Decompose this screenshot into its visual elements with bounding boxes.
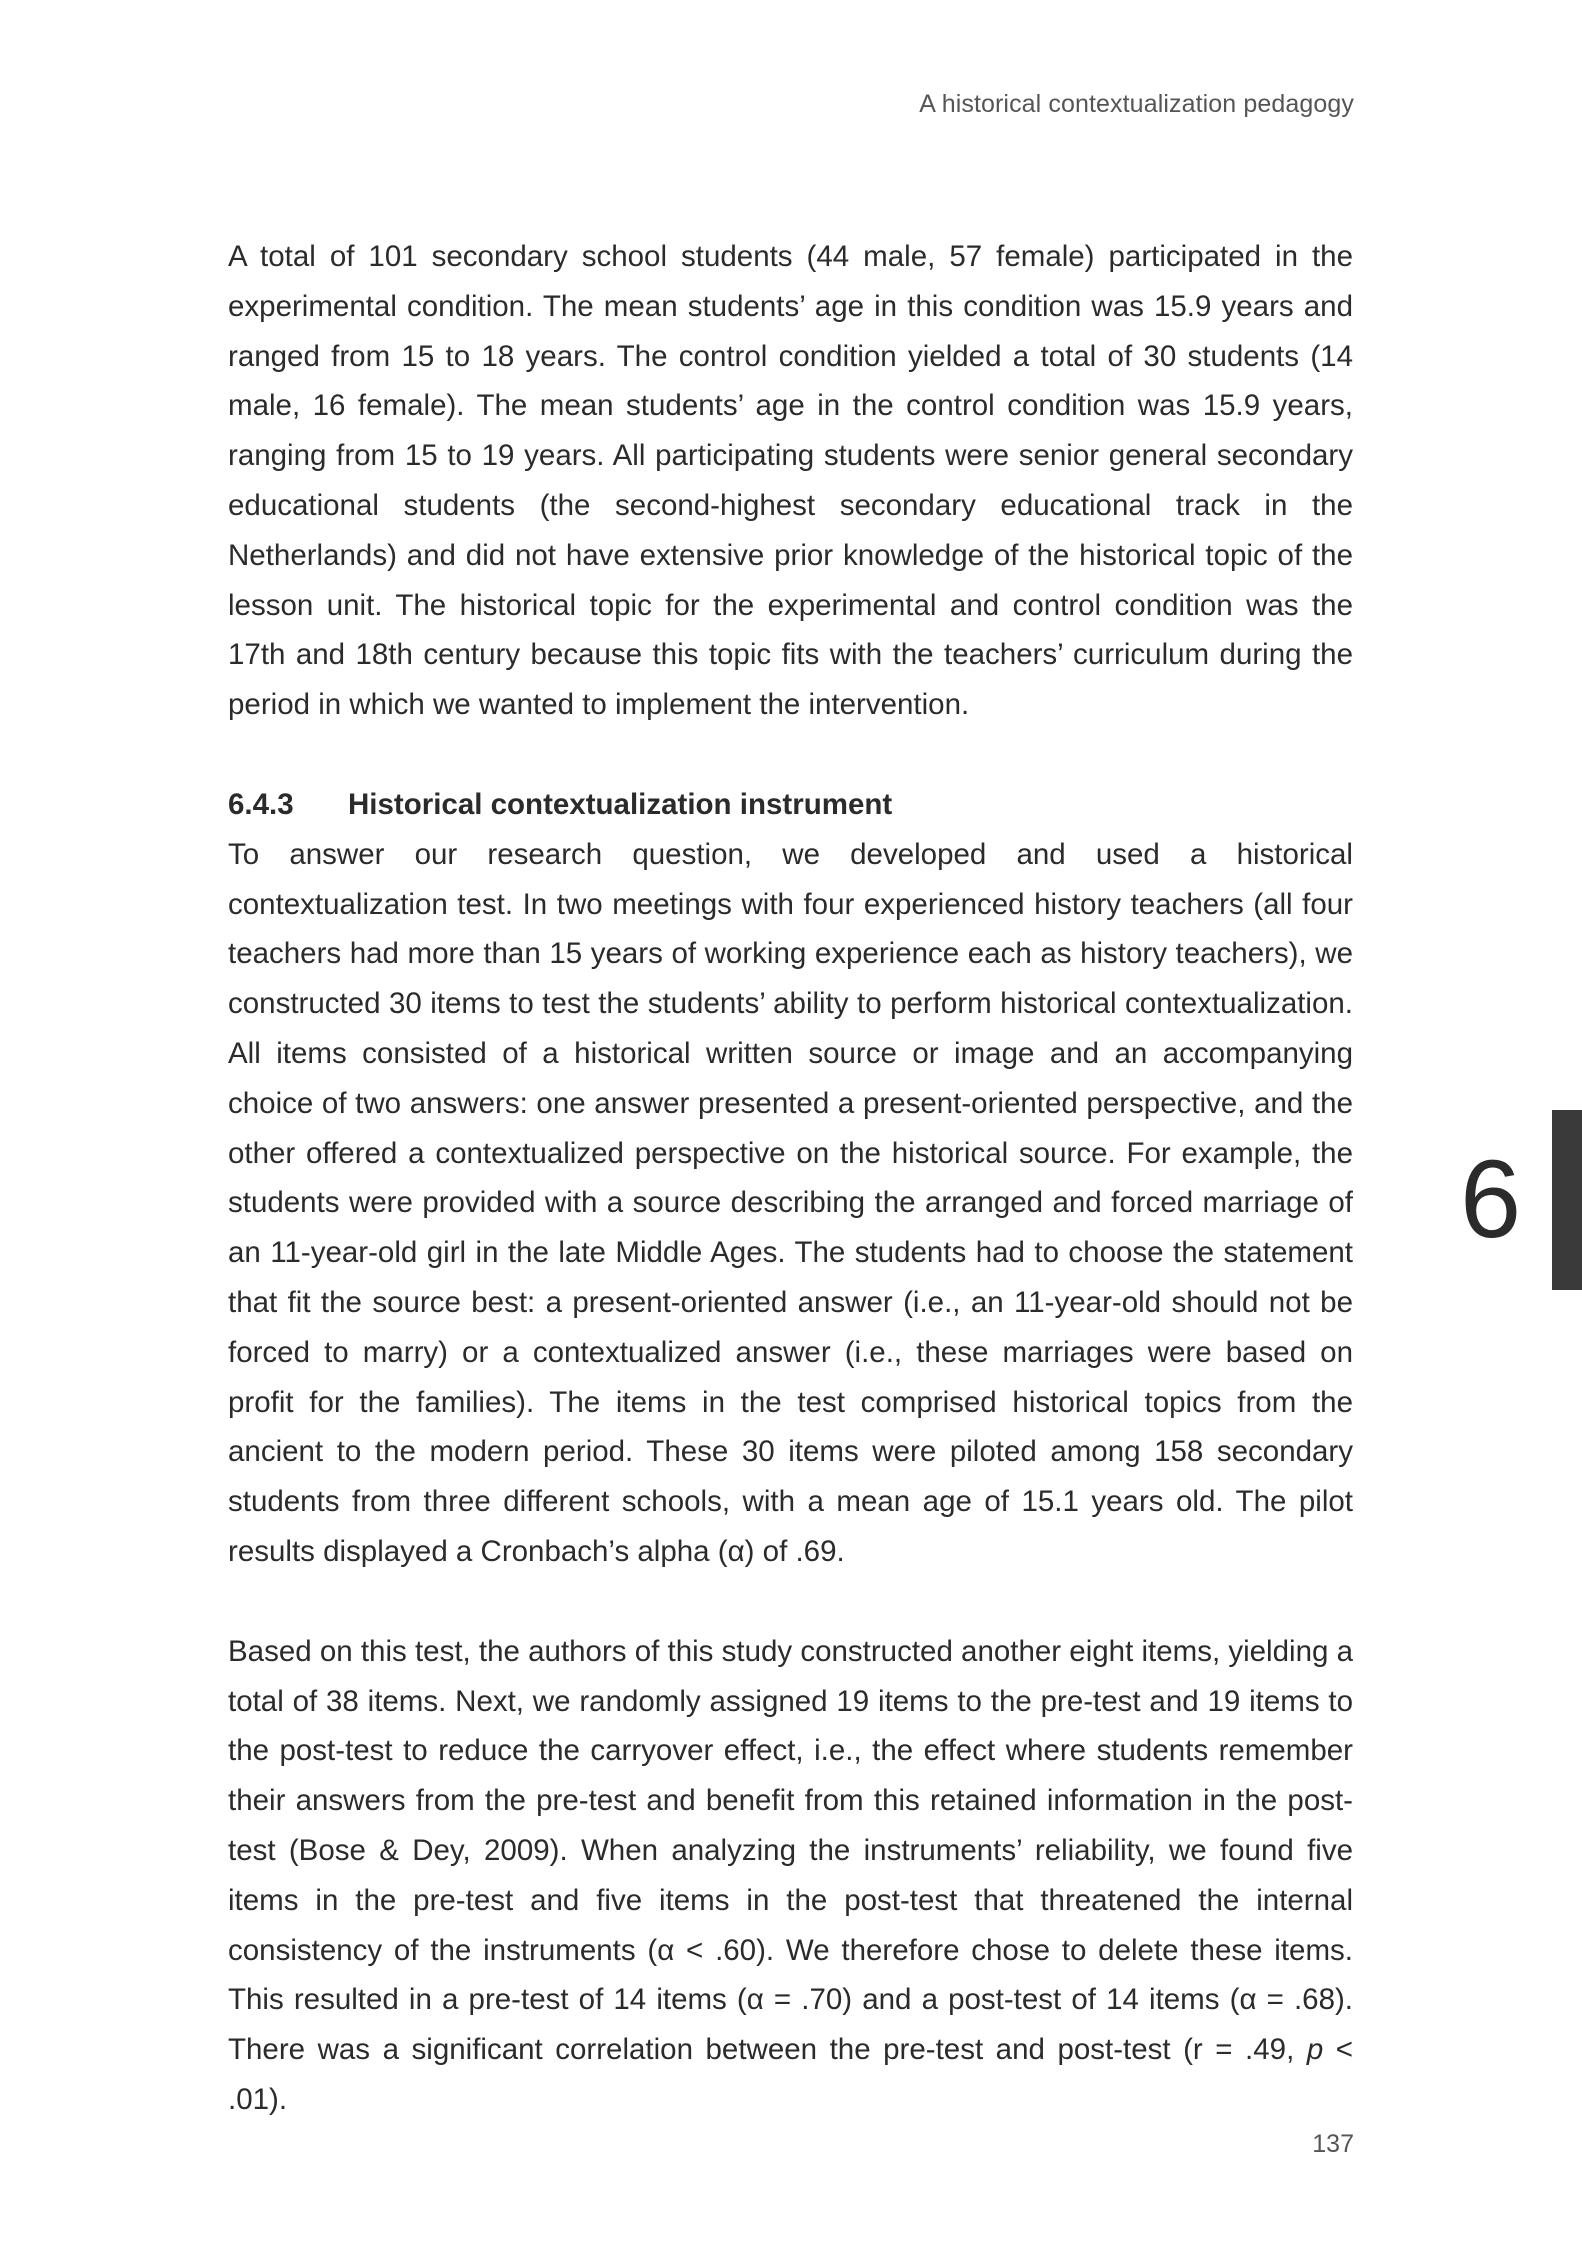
body-paragraph	[228, 1627, 1353, 2125]
section-heading	[228, 780, 1353, 830]
page-body	[228, 232, 1353, 2125]
p-value-symbol: p	[1306, 2033, 1324, 2067]
running-header: A historical contextualization pedagogy	[919, 90, 1354, 118]
section-number: 6.4.3	[228, 787, 294, 821]
page-number: 137	[1312, 2130, 1354, 2158]
section-title: Historical contextualization instrument	[348, 787, 893, 821]
body-paragraph: To answer our research question, we developed and used a historical contextualization test. In two meetings with four experienced history teachers (all four teachers had more than 15 years of working experience each as history teachers), we constructed 30 items to test the students’ ability to perform historical contextualization. All items consisted of a historical written source or image and an accompanying choice of two answers: one answer presented a present-oriented perspective, and the other offered a contextualized perspective on the historical source. For example, the students were provided with a source describing the arranged and forced marriage of an 11-year-old girl in the late Middle Ages. The students had to choose the statement that fit the source best: a present-oriented answer (i.e., an 11-year-old should not be forced to marry) or a contextualized answer (i.e., these marriages were based on profit for the families). The items in the test comprised historical topics from the ancient to the modern period. These 30 items were piloted among 158 secondary students from three different schools, with a mean age of 15.1 years old. The pilot results displayed a Cronbach’s alpha (α) of .69.	[228, 837, 1353, 1568]
body-paragraph: A total of 101 secondary school students (44 male, 57 female) participated in the experimental condition. The mean students’ age in this condition was 15.9 years and ranged from 15 to 18 years. The control condition yielded a total of 30 students (14 male, 16 female). The mean students’ age in the control condition was 15.9 years, ranging from 15 to 19 years. All participating students were senior general secondary educational students (the second-highest secondary educational track in the Netherlands) and did not have extensive prior knowledge of the historical topic of the lesson unit. The historical topic for the experimental and control condition was the 17th and 18th century because this topic fits with the teachers’ curriculum during the period in which we wanted to implement the intervention.	[228, 240, 1353, 722]
chapter-number: 6	[1460, 1138, 1522, 1261]
paragraph-text: Based on this test, the authors of this study constructed another eight items, yielding a total of 38 items. Next, we randomly assigned 19 items to the pre-test and 19 items to the post-test to reduce the carryover effect, i.e., the effect where students remember their answers from the pre-test and benefit from this retained information in the post-test (Bose & Dey, 2009). When analyzing the instruments’ reliability, we found five items in the pre-test and five items in the post-test that threatened the internal consistency of the instruments (α < .60). We therefore chose to delete these items. This resulted in a pre-test of 14 items (α = .70) and a post-test of 14 items (α = .68). There was a significant correlation between the pre-test and post-test (r = .49,	[228, 1634, 1353, 2067]
chapter-tab-bar	[1552, 1110, 1582, 1290]
paragraph-text-end: < .01).	[228, 2033, 1353, 2116]
